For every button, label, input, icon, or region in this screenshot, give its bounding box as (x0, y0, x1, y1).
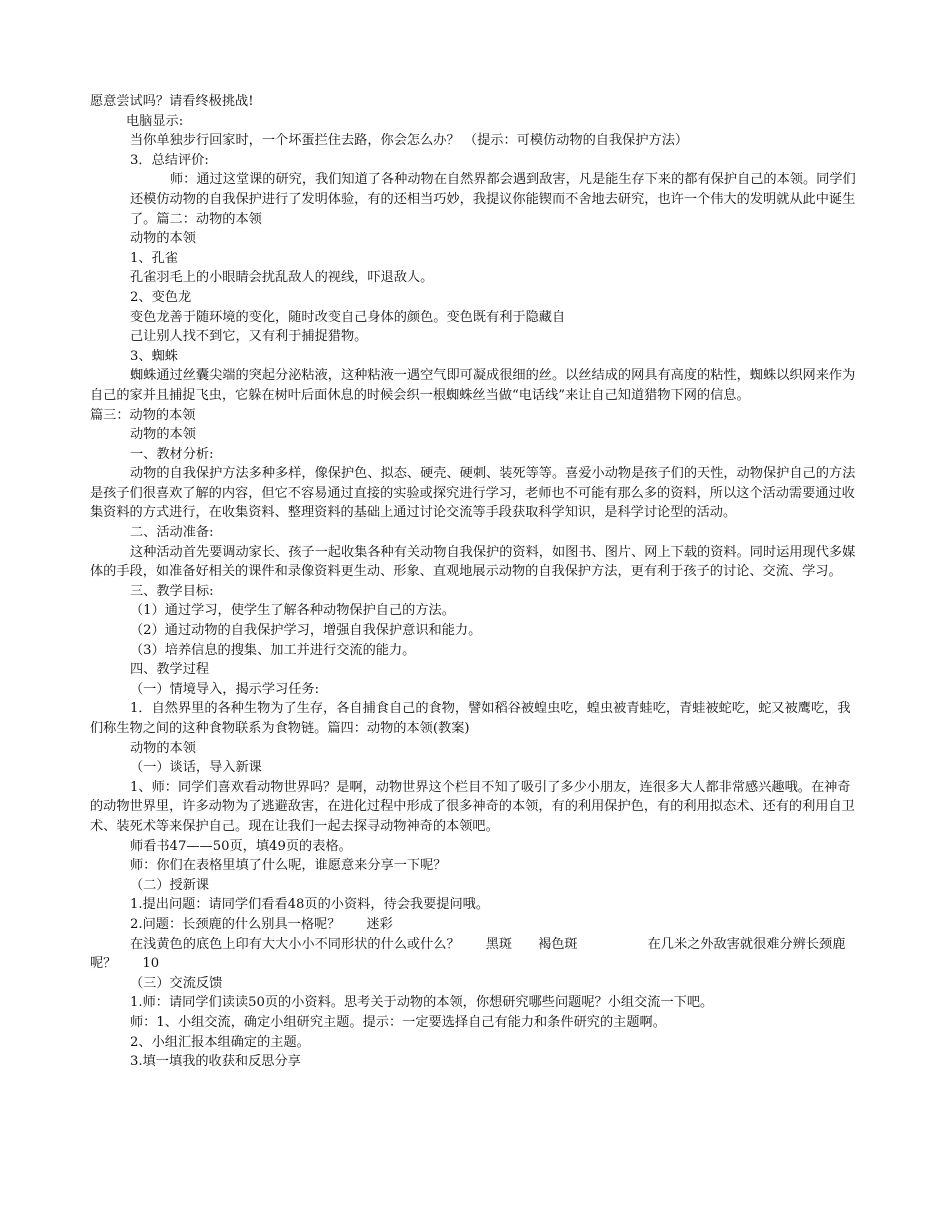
question-text: 2.问题：长颈鹿的什么别具一格呢？ (130, 916, 341, 932)
paragraph: （一）情境导入，揭示学习任务: (130, 681, 320, 697)
section-heading: 篇三：动物的本领 (90, 407, 196, 423)
paragraph: 蜘蛛通过丝囊尖端的突起分泌粘液，这种粘液一遇空气即可凝成很细的丝。以丝结成的网具有高度的粘性，蜘蛛以织网来作为自己的家并且捕捉飞虫，它躲在树叶后面休息的时候会织一根蜘蛛丝当做“电话线”来让自己知道猎物下网的信息。 (90, 368, 856, 403)
answer-text: 黑斑 (485, 936, 513, 952)
paragraph: 一、教材分析: (130, 446, 214, 462)
paragraph: 动物的自我保护方法多种多样，像保护色、拟态、硬壳、硬刺、装死等等。喜爱小动物是孩子们的天性，动物保护自己的方法是孩子们很喜欢了解的内容，但它不容易通过直接的实验或探究进行学习，老师也不可能有那么多的资料，所以这个活动需要通过收集资料的方式进行，在收集资料、整理资料的基础上通过讨论交流等手段获取科学知识，是科学讨论型的活动。 (90, 466, 856, 521)
paragraph: 2、变色龙 (130, 289, 192, 305)
paragraph: 动物的本领 (130, 740, 196, 756)
paragraph: 师：1、小组交流，确定小组研究主题。提示：一定要选择自己有能力和条件研究的主题啊。 (130, 1014, 666, 1030)
answer-text: 迷彩 (366, 916, 393, 932)
paragraph: （一）谈话，导入新课 (130, 760, 262, 776)
paragraph: 孔雀羽毛上的小眼睛会扰乱敌人的视线，吓退敌人。 (130, 270, 434, 286)
paragraph: 当你单独步行回家时，一个坏蛋拦住去路，你会怎么办？ （提示：可模仿动物的自我保护方法） (130, 133, 689, 149)
question-text: 在几米之外敌害就很难分辨长颈鹿呢？ (90, 936, 846, 972)
paragraph: 三、教学目标: (130, 583, 214, 599)
paragraph: 动物的本领 (130, 427, 196, 443)
paragraph: 动物的本领 (130, 231, 196, 247)
paragraph: （3）培养信息的搜集、加工并进行交流的能力。 (130, 642, 416, 658)
answer-text: 褐色斑 (538, 936, 578, 952)
paragraph: 3.填一填我的收获和反思分享 (130, 1054, 301, 1070)
paragraph: 电脑显示: (126, 113, 184, 129)
document-body (90, 92, 860, 1072)
paragraph: （2）通过动物的自我保护学习，增强自我保护意识和能力。 (130, 623, 482, 639)
paragraph: 1、孔雀 (130, 250, 178, 266)
paragraph: 3．总结评价: (130, 152, 209, 168)
paragraph: 二、活动准备: (130, 525, 214, 541)
question-text: 在浅黄色的底色上印有大大小小不同形状的什么或什么？ (130, 936, 460, 952)
answer-text: 10 (142, 956, 160, 972)
paragraph: 师：你们在表格里填了什么呢，谁愿意来分享一下呢？ (130, 858, 447, 874)
paragraph (90, 935, 860, 974)
paragraph (90, 915, 860, 935)
paragraph: （二）授新课 (130, 877, 210, 893)
paragraph: 3、蜘蛛 (130, 348, 178, 364)
paragraph: 1.提出问题：请同学们看看48页的小资料，待会我要提问哦。 (130, 897, 490, 913)
paragraph: （三）交流反馈 (130, 975, 223, 991)
paragraph: 四、教学过程 (130, 662, 210, 678)
paragraph: 愿意尝试吗？请看终极挑战! (90, 94, 254, 109)
paragraph: 己让别人找不到它，又有利于捕捉猎物。 (130, 329, 368, 345)
paragraph: 变色龙善于随环境的变化，随时改变自己身体的颜色。变色既有利于隐藏自 (130, 309, 566, 325)
paragraph: 2、小组汇报本组确定的主题。 (130, 1034, 310, 1050)
paragraph: 1．自然界里的各种生物为了生存，各自捕食自己的食物，譬如稻谷被蝗虫吃，蝗虫被青蛙吃，青蛙被蛇吃，蛇又被鹰吃，我们称生物之间的这种食物联系为食物链。篇四：动物的本领(教案) (90, 701, 851, 736)
paragraph: 这种活动首先要调动家长、孩子一起收集各种有关动物自我保护的资料，如图书、图片、网上下载的资料。同时运用现代多媒体的手段，如准备好相关的课件和录像资料更生动、形象、直观地展示动物的自我保护方法，更有利于孩子的讨论、交流、学习。 (90, 544, 856, 580)
paragraph: （1）通过学习，使学生了解各种动物保护自己的方法。 (130, 603, 455, 619)
paragraph: 师：通过这堂课的研究，我们知道了各种动物在自然界都会遇到敌害，凡是能生存下来的都有保护自己的本领。同学们还模仿动物的自我保护进行了发明体验，有的还相当巧妙，我提议你能锲而不舍地去研究，也许一个伟大的发明就从此中诞生了。篇二：动物的本领 (130, 172, 856, 227)
paragraph: 1.师：请同学们读读50页的小资料。思考关于动物的本领，你想研究哪些问题呢？小组交流一下吧。 (130, 995, 714, 1011)
paragraph: 师看书47——50页，填49页的表格。 (130, 838, 352, 854)
paragraph: 1、师：同学们喜欢看动物世界吗？是啊，动物世界这个栏目不知了吸引了多少小朋友，连很多大人都非常感兴趣哦。在神奇的动物世界里，许多动物为了逃避敌害，在进化过程中形成了很多神奇的本领，有的利用保护色，有的利用拟态术、还有的利用自卫术、装死术等来保护自己。现在让我们一起去探寻动物神奇的本领吧。 (90, 779, 855, 834)
